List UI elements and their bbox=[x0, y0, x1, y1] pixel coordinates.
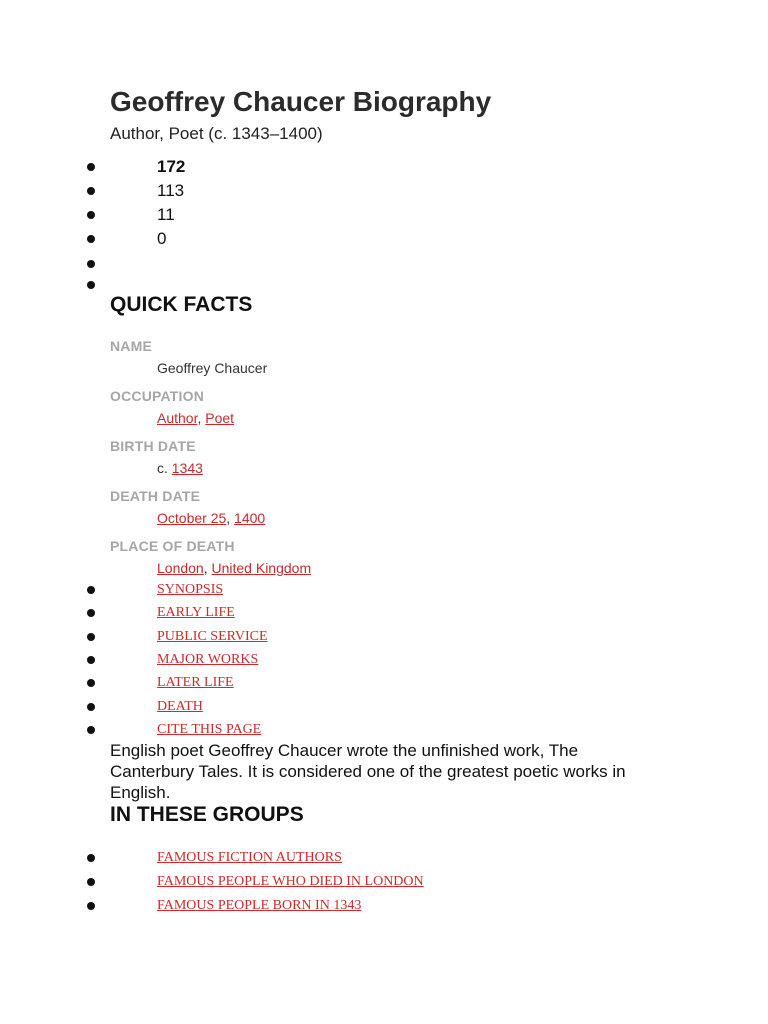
fact-label-occupation: OCCUPATION bbox=[110, 388, 205, 404]
nav-link-early-life[interactable]: EARLY LIFE bbox=[157, 605, 235, 620]
group-link[interactable]: FAMOUS PEOPLE BORN IN 1343 bbox=[157, 898, 362, 913]
fact-label-death-date: DEATH DATE bbox=[110, 488, 201, 504]
bullet-icon bbox=[87, 854, 95, 862]
nav-link-major-works[interactable]: MAJOR WORKS bbox=[157, 652, 259, 667]
fact-label-name: NAME bbox=[110, 338, 153, 354]
group-link[interactable]: FAMOUS FICTION AUTHORS bbox=[157, 850, 342, 865]
page-title: Geoffrey Chaucer Biography bbox=[110, 86, 492, 117]
fact-value-death-date: October 25, 1400 bbox=[157, 510, 266, 526]
nav-link-later-life[interactable]: LATER LIFE bbox=[157, 675, 234, 690]
page-subtitle: Author, Poet (c. 1343–1400) bbox=[110, 124, 323, 143]
death-day-link[interactable]: October 25 bbox=[157, 510, 227, 526]
share-count[interactable]: 172 bbox=[157, 157, 186, 176]
bullet-icon bbox=[87, 656, 95, 664]
share-count[interactable]: 11 bbox=[157, 205, 175, 224]
share-count[interactable]: 0 bbox=[157, 229, 167, 248]
group-link[interactable]: FAMOUS PEOPLE WHO DIED IN LONDON bbox=[157, 874, 424, 889]
fact-value-place-of-death: London, United Kingdom bbox=[157, 560, 312, 576]
bullet-icon bbox=[87, 235, 95, 243]
bullet-icon bbox=[87, 878, 95, 886]
fact-label-place-of-death: PLACE OF DEATH bbox=[110, 538, 235, 554]
nav-link-synopsis[interactable]: SYNOPSIS bbox=[157, 582, 224, 597]
nav-link-death[interactable]: DEATH bbox=[157, 699, 203, 714]
fact-value-birth-date bbox=[157, 460, 203, 476]
bullet-icon bbox=[87, 609, 95, 617]
bullet-icon bbox=[87, 586, 95, 594]
fact-label-birth-date: BIRTH DATE bbox=[110, 438, 196, 454]
bullet-icon bbox=[87, 679, 95, 687]
bullet-icon bbox=[87, 163, 95, 171]
death-year-link[interactable]: 1400 bbox=[234, 510, 266, 526]
bullet-icon bbox=[87, 726, 95, 734]
place-country-link[interactable]: United Kingdom bbox=[211, 560, 312, 576]
groups-heading: IN THESE GROUPS bbox=[110, 803, 304, 826]
occupation-link-author[interactable]: Author bbox=[157, 410, 198, 426]
nav-link-cite-this-page[interactable]: CITE THIS PAGE bbox=[157, 722, 262, 737]
birth-prefix: c. bbox=[157, 460, 168, 476]
fact-value-name: Geoffrey Chaucer bbox=[157, 360, 268, 376]
share-count[interactable]: 113 bbox=[157, 181, 185, 200]
bullet-icon bbox=[87, 902, 95, 910]
quick-facts-heading: QUICK FACTS bbox=[110, 293, 253, 316]
bullet-icon bbox=[87, 211, 95, 219]
bullet-icon bbox=[87, 633, 95, 641]
place-city-link[interactable]: London bbox=[157, 560, 204, 576]
bullet-icon bbox=[87, 260, 95, 268]
bullet-icon bbox=[87, 703, 95, 711]
bullet-icon bbox=[87, 187, 95, 195]
nav-link-public-service[interactable]: PUBLIC SERVICE bbox=[157, 629, 268, 644]
synopsis-text: English poet Geoffrey Chaucer wrote the unfinished work, The Canterbury Tales. It is considered one of the greatest poetic works in English. bbox=[110, 741, 626, 802]
bullet-icon bbox=[87, 281, 95, 289]
occupation-link-poet[interactable]: Poet bbox=[205, 410, 235, 426]
birth-year-link[interactable]: 1343 bbox=[171, 460, 203, 476]
fact-value-occupation: Author, Poet bbox=[157, 410, 235, 426]
